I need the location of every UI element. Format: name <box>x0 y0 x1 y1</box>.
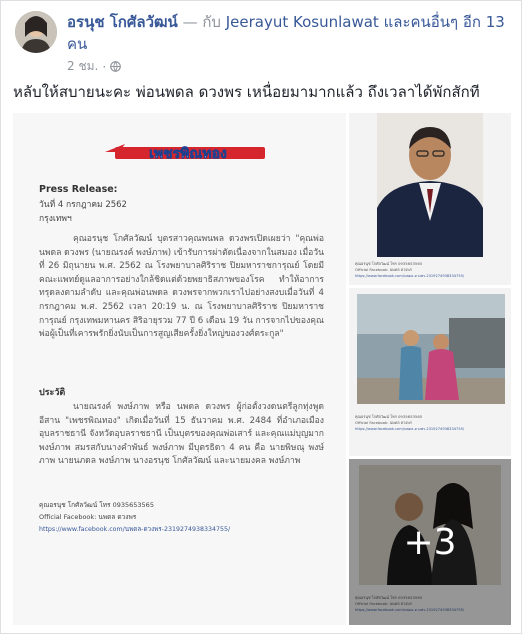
tagged-person[interactable]: Jeerayut Kosunlawat <box>225 13 379 31</box>
post-header <box>67 11 507 55</box>
caption-url: https://www.facebook.com/นพดล-ดวงพร-2319274938334755/ <box>355 608 465 612</box>
press-release-paragraph-1: คุณอรนุช โกศัลวัฒน์ บุตรสาวคุณพนพล ดวงพรเปิดเผยว่า "คุณพ่อนพดล ดวงพร (นายณรงค์ พงษ์ภาพ) เข้ารับการผ่าตัดเนื่องจากในสมอง เมื่อวันที่ 26 มิถุนายน พ.ศ. 2562 ณ โรงพยาบาลศิริราช ปิยมหาราชการุณย์ โดยมีคณะแพทย์ดูแลอาการอย่างใกล้ชิดแต่ด้วยพยาธิสภาพของโรค ทำให้อาการทรุดลงตามลำดับ และคุณพ่อนพดล ดวงพรจากพวกเราไปอย่างสงบเมื่อวันที่ 4 กรกฎาคม พ.ศ. 2562 เวลา 20:19 น. ณ โรงพยาบาลศิริราช ปิยมหาราชการุณย์ กรุงเทพมหานคร สิริอายุรวม 77 ปี 6 เดือน 19 วัน การจากไปของคุณพ่อผู้เป็นที่เคารพรักยิ่งนับเป็นการสูญเสียครั้งยิ่งใหญ่ของวงศ์ตระกูล" <box>39 234 324 340</box>
facebook-url: https://www.facebook.com/นพดล-ดวงพร-2319274938334755/ <box>39 526 231 533</box>
caption-facebook: Official Facebook: นพดล ดวงพร <box>355 267 412 272</box>
avatar-portrait <box>15 11 57 53</box>
press-release-date: วันที่ 4 กรกฎาคม 2562 <box>39 200 127 210</box>
caption-facebook: Official Facebook: นพดล ดวงพร <box>355 420 412 425</box>
tagged-others[interactable]: และคนอื่นๆ อีก 13 คน <box>67 13 505 53</box>
caption-url: https://www.facebook.com/นพดล-ดวงพร-2319274938334755/ <box>355 427 465 431</box>
more-photos-overlay[interactable] <box>349 459 511 625</box>
caption-url: https://www.facebook.com/นพดล-ดวงพร-2319274938334755/ <box>355 274 465 278</box>
caption-name: คุณอรนุช โกศัลวัฒน์ โทร 0935653565 <box>355 414 423 419</box>
official-facebook-line: Official Facebook: นพดล ดวงพร <box>39 513 137 521</box>
couple-image <box>349 288 511 456</box>
press-release-heading: Press Release: <box>39 184 118 195</box>
author-name[interactable]: อรนุช โกศัลวัฒน์ <box>67 13 178 31</box>
portrait-image <box>349 113 511 285</box>
with-separator: — กับ <box>177 13 226 31</box>
press-release-city: กรุงเทพฯ <box>39 214 72 224</box>
caption-name: คุณอรนุช โกศัลวัฒน์ โทร 0935653565 <box>355 595 423 600</box>
contact-line: คุณอรนุช โกศัลวัฒน์ โทร 0935653565 <box>39 501 154 509</box>
photo-couple[interactable] <box>349 288 511 456</box>
photo-portrait[interactable] <box>349 113 511 285</box>
bio-paragraph: นายณรงค์ พงษ์ภาพ หรือ นพดล ดวงพร ผู้ก่อตั้งวงดนตรีลูกทุ่งพูดอีสาน "เพชรพิณทอง" เกิดเมื่อวันที่ 15 ธันวาคม พ.ศ. 2484 ที่อำเภอเมืองอุบลราชธานี จังหวัดอุบลราชธานี เป็นบุตรของคุณพ่อเสาร์ และคุณแม่บุญมาก พงษ์ภาพ สมรสกับนางคำพันธ์ พงษ์ภาพ มีบุตรธิดา 4 คน คือ นายพิษณุ พงษ์ภาพ นายนภดล พงษ์ภาพ นางอรนุช โกศัลวัฒน์ และนายมงคล พงษ์ภาพ <box>39 402 324 467</box>
photo-more[interactable] <box>349 459 511 625</box>
bio-heading: ประวัติ <box>39 388 66 398</box>
more-photos-count: +3 <box>403 521 457 563</box>
post-timestamp[interactable]: 2 ชม. <box>67 59 99 73</box>
post-message: หลับให้สบายนะคะ พ่อนพดล ดวงพร เหนื่อยมามากแล้ว ถึงเวลาได้พักสักที <box>13 83 480 101</box>
press-release-document <box>13 113 346 625</box>
photo-press-release[interactable] <box>13 113 346 625</box>
caption-facebook: Official Facebook: นพดล ดวงพร <box>355 601 412 606</box>
author-avatar[interactable] <box>15 11 57 53</box>
logo-text: เพชรพิณทอง <box>149 146 227 162</box>
globe-icon[interactable] <box>110 61 121 72</box>
meta-dot: · <box>102 59 107 74</box>
post-meta <box>67 57 121 76</box>
caption-name: คุณอรนุช โกศัลวัฒน์ โทร 0935653565 <box>355 261 423 266</box>
